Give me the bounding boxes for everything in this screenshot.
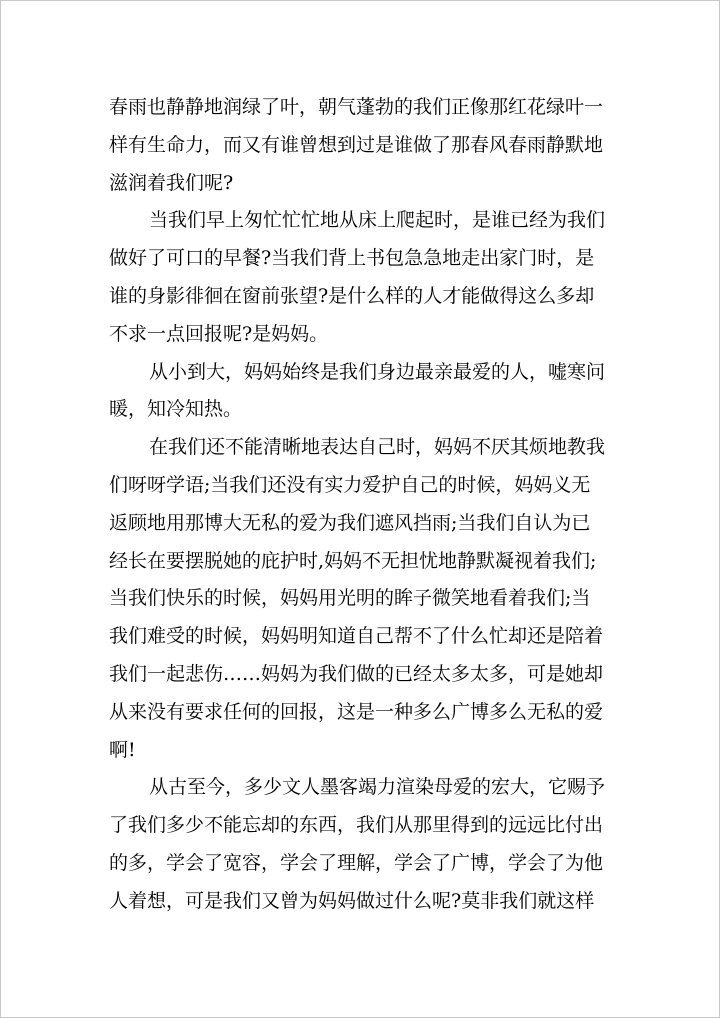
text-line: 从古至今，多少文人墨客竭力渲染母爱的宏大，它赐予 (149, 776, 606, 799)
text-line: 啊! (109, 738, 136, 761)
text-line: 我们一起悲伤……妈妈为我们做的已经太多太多，可是她却 (109, 662, 604, 685)
body-text (109, 89, 609, 921)
text-line: 我们难受的时候，妈妈明知道自己帮不了什么忙却还是陪着 (109, 625, 604, 648)
text-line: 人着想，可是我们又曾为妈妈做过什么呢?莫非我们就这样 (109, 889, 595, 912)
text-line: 当我们早上匆忙忙忙地从床上爬起时，是谁已经为我们 (149, 209, 606, 232)
text-line: 返顾地用那博大无私的爱为我们遮风挡雨;当我们自认为已 (109, 511, 591, 534)
text-line: 样有生命力，而又有谁曾想到过是谁做了那春风春雨静默地 (109, 133, 604, 156)
text-line: 们呀呀学语;当我们还没有实力爱护自己的时候，妈妈义无 (109, 473, 591, 496)
text-line: 不求一点回报呢?是妈妈。 (109, 322, 329, 345)
text-line: 谁的身影徘徊在窗前张望?是什么样的人才能做得这么多却 (109, 284, 595, 307)
text-line: 做好了可口的早餐?当我们背上书包急急地走出家门时，是 (109, 247, 595, 270)
text-line: 的多，学会了宽容，学会了理解，学会了广博，学会了为他 (109, 851, 604, 874)
text-line: 春雨也静静地润绿了叶，朝气蓬勃的我们正像那红花绿叶一 (109, 96, 604, 118)
text-line: 经长在要摆脱她的庇护时,妈妈不无担忧地静默凝视着我们; (109, 549, 597, 572)
text-line: 滋润着我们呢? (109, 171, 234, 194)
text-line: 了我们多少不能忘却的东西，我们从那里得到的远远比付出 (109, 814, 604, 837)
text-line: 从小到大，妈妈始终是我们身边最亲最爱的人，嘘寒问 (149, 360, 606, 383)
text-line: 当我们快乐的时候，妈妈用光明的眸子微笑地看着我们;当 (109, 587, 591, 610)
text-line: 暖，知冷知热。 (109, 398, 243, 421)
text-line: 从来没有要求任何的回报，这是一种多么广博多么无私的爱 (109, 700, 604, 723)
text-line: 在我们还不能清晰地表达自己时，妈妈不厌其烦地教我 (149, 436, 606, 459)
